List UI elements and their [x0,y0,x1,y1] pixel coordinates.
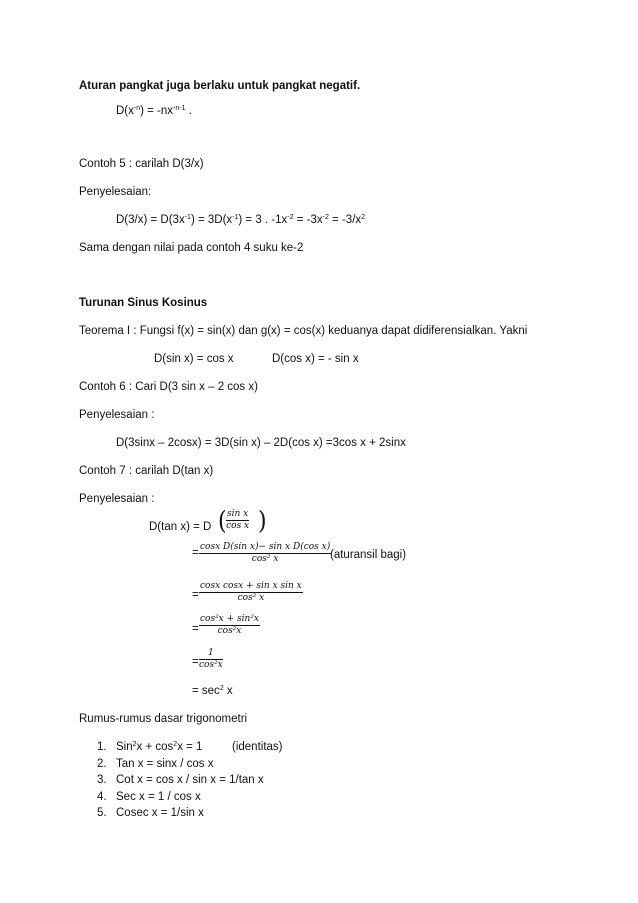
right-paren: ) [258,507,267,536]
rule-cos: D(cos x) = - sin x [272,353,359,365]
equals-sign: = [192,656,199,668]
example-5-note: Sama dengan nilai pada contoh 4 suku ke-2 [79,242,304,254]
quotient-rule-fraction: cosx D(sin x)− sin x D(cos x) cos² x [200,542,331,564]
step-3-fraction: cos²x + sin²x cos²x [200,614,260,636]
example-7-solution-label: Penyelesaian : [79,493,155,505]
example-7-title: Contoh 7 : carilah D(tan x) [79,465,214,477]
left-paren: ( [218,507,227,536]
list-item-number: 4. [97,791,107,803]
step-4-fraction: 1 cos²x [199,648,223,670]
list-item: Cosec x = 1/sin x [116,807,204,819]
list-item: $Sin^2x + \cos^2x = 1$ [116,741,203,753]
example-5-title: Contoh 5 : carilah D(3/x) [79,158,204,170]
list-item-number: 1. [97,741,107,753]
trig-formulas-title: Rumus-rumus dasar trigonometri [79,713,248,725]
list-item-number: 5. [97,807,107,819]
example-5-steps: $D(3/x) = D(3x^{-1}) = 3D(x^{-1}) = 3$ . $-1x^{-2} = -3x^{-2} = -3/x^2$ [116,214,366,226]
tan-derivative-result: = $\sec^2 x$ [192,685,233,697]
quotient-rule-note: (aturansil bagi) [330,549,407,561]
sin-over-cos-fraction: sin x cos x [226,509,250,531]
sin-cos-derivative-heading: Turunan Sinus Kosinus [79,297,208,309]
theorem-1: Teorema I : Fungsi f(x) = sin(x) dan g(x) = cos(x) keduanya dapat didiferensialkan. Yakni [79,325,528,337]
example-6-title: Contoh 6 : Cari D(3 sin x – 2 cos x) [79,381,258,393]
identity-note: (identitas) [232,741,283,753]
step-2-fraction: cosx cosx + sin x sin x cos² x [200,581,302,603]
example-6-solution: D(3sinx – 2cosx) = 3D(sin x) – 2D(cos x) =3cos x + 2sinx [116,437,406,449]
list-item: Tan x = sinx / cos x [116,758,214,770]
example-5-solution-label: Penyelesaian: [79,186,152,198]
equals-sign: = [192,547,199,559]
tan-first-line: D(tan x) = D [149,521,212,533]
rule-sin: D(sin x) = cos x [154,353,234,365]
list-item: Cot x = cos x / sin x = 1/tan x [116,774,264,786]
list-item-number: 2. [97,758,107,770]
example-6-solution-label: Penyelesaian : [79,409,155,421]
negative-power-rule: $D(x^{-n}) = -nx^{-n-1}$ . [116,105,192,117]
equals-sign: = [192,623,199,635]
list-item: Sec x = 1 / cos x [116,791,201,803]
list-item-number: 3. [97,774,107,786]
equals-sign: = [192,589,199,601]
negative-power-heading: Aturan pangkat juga berlaku untuk pangkat negatif. [79,80,361,92]
